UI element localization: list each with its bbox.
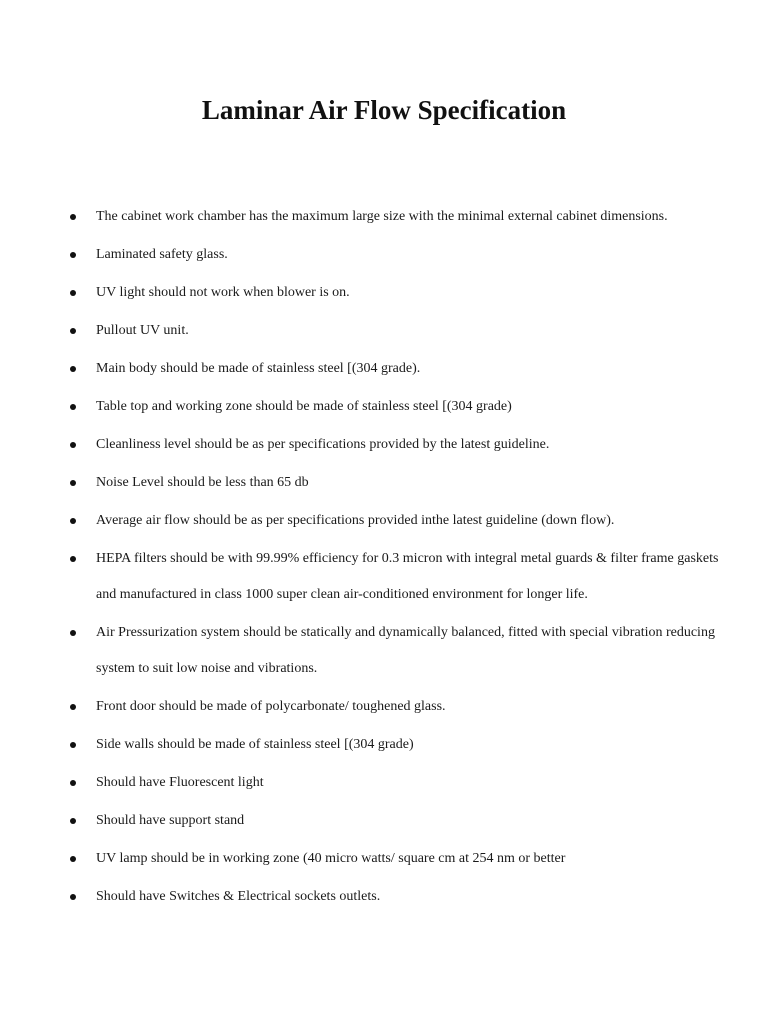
list-item-text: Should have Switches & Electrical sockets outlets.	[96, 889, 381, 904]
bullet-icon	[70, 214, 76, 220]
list-item	[0, 351, 768, 387]
list-item-text: HEPA filters should be with 99.99% efficiency for 0.3 micron with integral metal guards & filter frame gaskets and manufactured in class 1000 super clean air-conditioned environment for longer life.	[96, 551, 719, 602]
list-item-text: Should have support stand	[96, 813, 245, 828]
list-item-text: Average air flow should be as per specifications provided inthe latest guideline (down flow).	[96, 513, 615, 528]
bullet-icon	[70, 442, 76, 448]
list-item	[0, 503, 768, 539]
list-item	[0, 199, 768, 235]
list-item	[0, 841, 768, 877]
bullet-icon	[70, 290, 76, 296]
list-item-text: UV light should not work when blower is on.	[96, 285, 350, 300]
list-item	[0, 689, 768, 725]
list-item	[0, 275, 768, 311]
list-item	[0, 389, 768, 425]
list-item-text: Noise Level should be less than 65 db	[96, 475, 309, 490]
list-item	[0, 237, 768, 273]
list-item	[0, 803, 768, 839]
bullet-icon	[70, 630, 76, 636]
bullet-icon	[70, 556, 76, 562]
bullet-icon	[70, 780, 76, 786]
list-item-text: Front door should be made of polycarbonate/ toughened glass.	[96, 699, 446, 714]
list-item	[0, 615, 768, 687]
document-title: Laminar Air Flow Specification	[201, 95, 567, 125]
list-item-text: Cleanliness level should be as per specifications provided by the latest guideline.	[96, 437, 550, 452]
bullet-icon	[70, 404, 76, 410]
list-item-text: Air Pressurization system should be statically and dynamically balanced, fitted with special vibration reducing system to suit low noise and vibrations.	[96, 625, 715, 676]
list-item-text: Side walls should be made of stainless steel [(304 grade)	[96, 737, 414, 752]
bullet-icon	[70, 742, 76, 748]
list-item	[0, 879, 768, 915]
list-item-text: UV lamp should be in working zone (40 micro watts/ square cm at 254 nm or better	[96, 851, 566, 866]
bullet-icon	[70, 480, 76, 486]
bullet-icon	[70, 366, 76, 372]
list-item	[0, 541, 768, 613]
bullet-icon	[70, 856, 76, 862]
bullet-icon	[70, 818, 76, 824]
list-item-text: Laminated safety glass.	[96, 247, 228, 262]
list-item	[0, 313, 768, 349]
bullet-icon	[70, 252, 76, 258]
bullet-icon	[70, 894, 76, 900]
list-item-text: Main body should be made of stainless steel [(304 grade).	[96, 361, 421, 376]
list-item-text: Pullout UV unit.	[96, 323, 189, 338]
list-item	[0, 765, 768, 801]
specification-list	[0, 199, 768, 917]
list-item-text: Table top and working zone should be made of stainless steel [(304 grade)	[96, 399, 512, 414]
bullet-icon	[70, 704, 76, 710]
list-item-text: Should have Fluorescent light	[96, 775, 264, 790]
list-item	[0, 727, 768, 763]
list-item	[0, 465, 768, 501]
list-item-text: The cabinet work chamber has the maximum large size with the minimal external cabinet dimensions.	[96, 209, 668, 224]
bullet-icon	[70, 328, 76, 334]
bullet-icon	[70, 518, 76, 524]
list-item	[0, 427, 768, 463]
